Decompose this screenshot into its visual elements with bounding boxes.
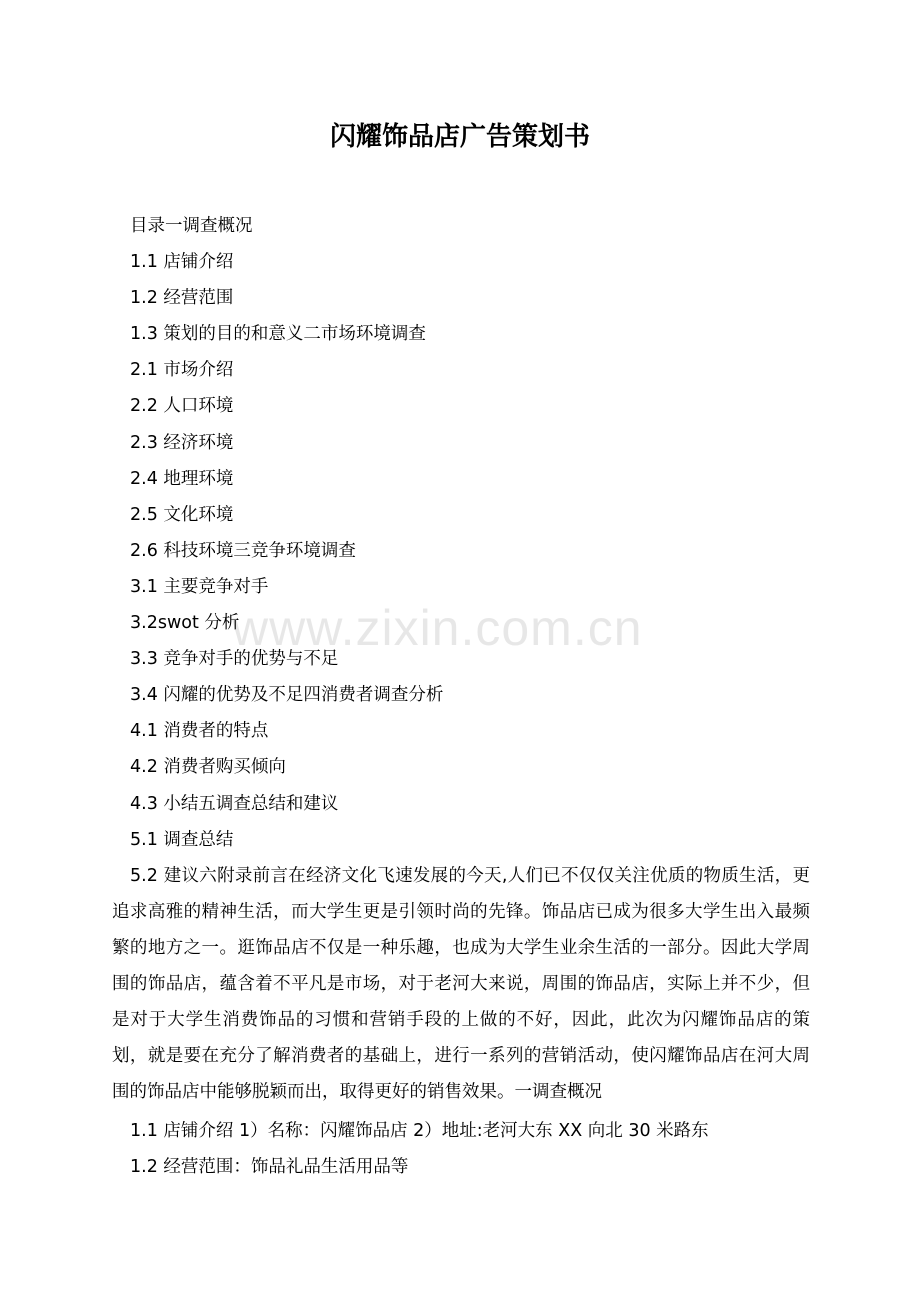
toc-item: 2.5 文化环境 bbox=[130, 504, 234, 525]
watermark: www.zixin.com.cn bbox=[232, 600, 643, 656]
toc-item: 2.6 科技环境三竞争环境调查 bbox=[130, 540, 356, 561]
business-scope-line: 1.2 经营范围：饰品礼品生活用品等 bbox=[130, 1157, 409, 1177]
toc-item: 3.1 主要竞争对手 bbox=[130, 576, 269, 597]
toc-item: 3.4 闪耀的优势及不足四消费者调查分析 bbox=[130, 685, 444, 706]
toc-item: 2.2 人口环境 bbox=[130, 396, 234, 417]
toc-item: 3.2swot 分析 bbox=[130, 613, 240, 634]
toc-item: 2.1 市场介绍 bbox=[130, 360, 234, 381]
toc-item: 4.2 消费者购买倾向 bbox=[130, 757, 286, 778]
body-paragraph: 5.2 建议六附录前言在经济文化飞速发展的今天,人们已不仅仅关注优质的物质生活，更追求高雅的精神生活，而大学生更是引领时尚的先锋。饰品店已成为很多大学生出入最频繁的地方之一。逛饰品店不仅是一种乐趣，也成为大学生业余生活的一部分。因此大学周围的饰品店，蕴含着不平凡是市场，对于老河大来说，周围的饰品店，实际上并不少，但是对于大学生消费饰品的习惯和营销手段的上做的不好，因此，此次为闪耀饰品店的策划，就是要在充分了解消费者的基础上，进行一系列的营销活动，使闪耀饰品店在河大周围的饰品店中能够脱颖而出，取得更好的销售效果。一调查概况 bbox=[112, 866, 810, 1102]
store-intro-line: 1.1 店铺介绍 1）名称：闪耀饰品店 2）地址:老河大东 XX 向北 30 米路东 bbox=[130, 1121, 709, 1141]
toc-item: 1.1 店铺介绍 bbox=[130, 252, 234, 273]
toc-item: 4.3 小结五调查总结和建议 bbox=[130, 793, 339, 814]
toc-item: 5.1 调查总结 bbox=[130, 829, 234, 850]
toc-item: 2.3 经济环境 bbox=[130, 432, 234, 453]
toc-item: 1.3 策划的目的和意义二市场环境调查 bbox=[130, 324, 426, 345]
toc-item: 2.4 地理环境 bbox=[130, 468, 234, 489]
document-title: 闪耀饰品店广告策划书 bbox=[329, 122, 590, 152]
toc-item: 4.1 消费者的特点 bbox=[130, 721, 269, 742]
toc-item: 3.3 竞争对手的优势与不足 bbox=[130, 649, 339, 670]
table-of-contents bbox=[130, 208, 443, 858]
toc-item: 1.2 经营范围 bbox=[130, 288, 234, 309]
toc-item: 目录一调查概况 bbox=[130, 216, 253, 236]
